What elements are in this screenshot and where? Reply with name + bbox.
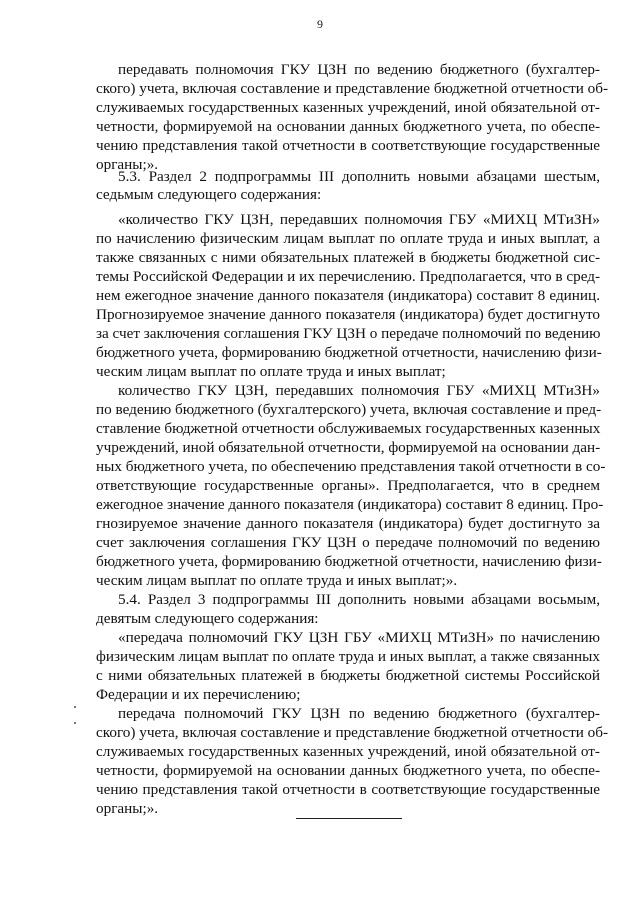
text-line: передача полномочий ГКУ ЦЗН по ведению бюджетного (бухгалтер-	[118, 705, 600, 722]
text-line: ского) учета, включая составление и представление бюджетной отчетности об-	[96, 724, 609, 741]
text-line: также связанных с ними обязательных платежей в бюджеты бюджетной сис-	[96, 249, 600, 266]
text-line: седьмым следующего содержания:	[96, 186, 322, 203]
text-line: по начислению физическим лицам выплат по оплате труда и иных выплат, а	[96, 230, 600, 247]
text-line: гнозируемое значение данного показателя (индикатора) будет достигнуто за	[96, 515, 600, 532]
page-number: 9	[317, 17, 323, 31]
text-line: чению представления такой отчетности в соответствующие государственные	[96, 137, 600, 154]
text-line: ответствующие государственные органы». Предполагается, что в среднем	[96, 477, 600, 494]
text-line: ежегодное значение данного показателя (индикатора) составит 8 единиц. Про-	[96, 496, 604, 513]
text-line: 5.3. Раздел 2 подпрограммы III дополнить новыми абзацами шестым,	[118, 168, 600, 185]
closing-rule	[296, 818, 402, 819]
text-line: счет заключения соглашения ГКУ ЦЗН о передаче полномочий по ведению	[96, 534, 600, 551]
text-line: Прогнозируемое значение данного показателя (индикатора) будет достигнуто	[96, 306, 600, 323]
text-line: физическим лицам выплат по оплате труда и иных выплат, а также связанных	[96, 648, 600, 665]
text-line: чению представления такой отчетности в соответствующие государственные	[96, 781, 600, 798]
text-line: Федерации и их перечислению;	[96, 686, 301, 703]
text-line: служиваемых государственных казенных учреждений, иной обязательной от-	[96, 99, 600, 116]
text-line: темы Российской Федерации и их перечислению. Предполагается, что в сред-	[96, 268, 601, 285]
scan-speck	[74, 706, 76, 708]
scan-speck	[74, 722, 76, 724]
text-line: ных бюджетного учета, по обеспечению представления такой отчетности в со-	[96, 458, 606, 475]
text-line: «количество ГКУ ЦЗН, передавших полномочия ГБУ «МИХЦ МТиЗН»	[118, 211, 600, 228]
text-line: учреждений, иной обязательной отчетности, формируемой на основании дан-	[96, 439, 601, 456]
text-line: ческим лицам выплат по оплате труда и иных выплат;».	[96, 572, 458, 589]
text-line: по ведению бюджетного (бухгалтерского) учета, включая составление и пред-	[96, 401, 602, 418]
text-line: с ними обязательных платежей в бюджеты бюджетной системы Российской	[96, 667, 600, 684]
text-line: органы;».	[96, 156, 159, 173]
text-line: передавать полномочия ГКУ ЦЗН по ведению бюджетного (бухгалтер-	[118, 61, 600, 78]
text-line: количество ГКУ ЦЗН, передавших полномочия ГБУ «МИХЦ МТиЗН»	[118, 382, 600, 399]
text-line: ческим лицам выплат по оплате труда и иных выплат;	[96, 363, 446, 380]
text-line: девятым следующего содержания:	[96, 610, 319, 627]
text-line: ского) учета, включая составление и представление бюджетной отчетности об-	[96, 80, 609, 97]
text-line: служиваемых государственных казенных учреждений, иной обязательной от-	[96, 743, 600, 760]
text-line: нем ежегодное значение данного показателя (индикатора) составит 8 единиц.	[96, 287, 600, 304]
text-line: четности, формируемой на основании данных бюджетного учета, по обеспе-	[96, 118, 600, 135]
text-line: «передача полномочий ГКУ ЦЗН ГБУ «МИХЦ МТиЗН» по начислению	[118, 629, 600, 646]
text-line: органы;».	[96, 800, 159, 817]
text-line: бюджетного учета, формированию бюджетной отчетности, начислению физи-	[96, 553, 602, 570]
text-line: 5.4. Раздел 3 подпрограммы III дополнить новыми абзацами восьмым,	[118, 591, 600, 608]
text-line: бюджетного учета, формированию бюджетной отчетности, начислению физи-	[96, 344, 602, 361]
text-line: четности, формируемой на основании данных бюджетного учета, по обеспе-	[96, 762, 600, 779]
text-line: ставление бюджетной отчетности обслуживаемых государственных казенных	[96, 420, 601, 437]
text-line: за счет заключения соглашения ГКУ ЦЗН о передаче полномочий по ведению	[96, 325, 601, 342]
